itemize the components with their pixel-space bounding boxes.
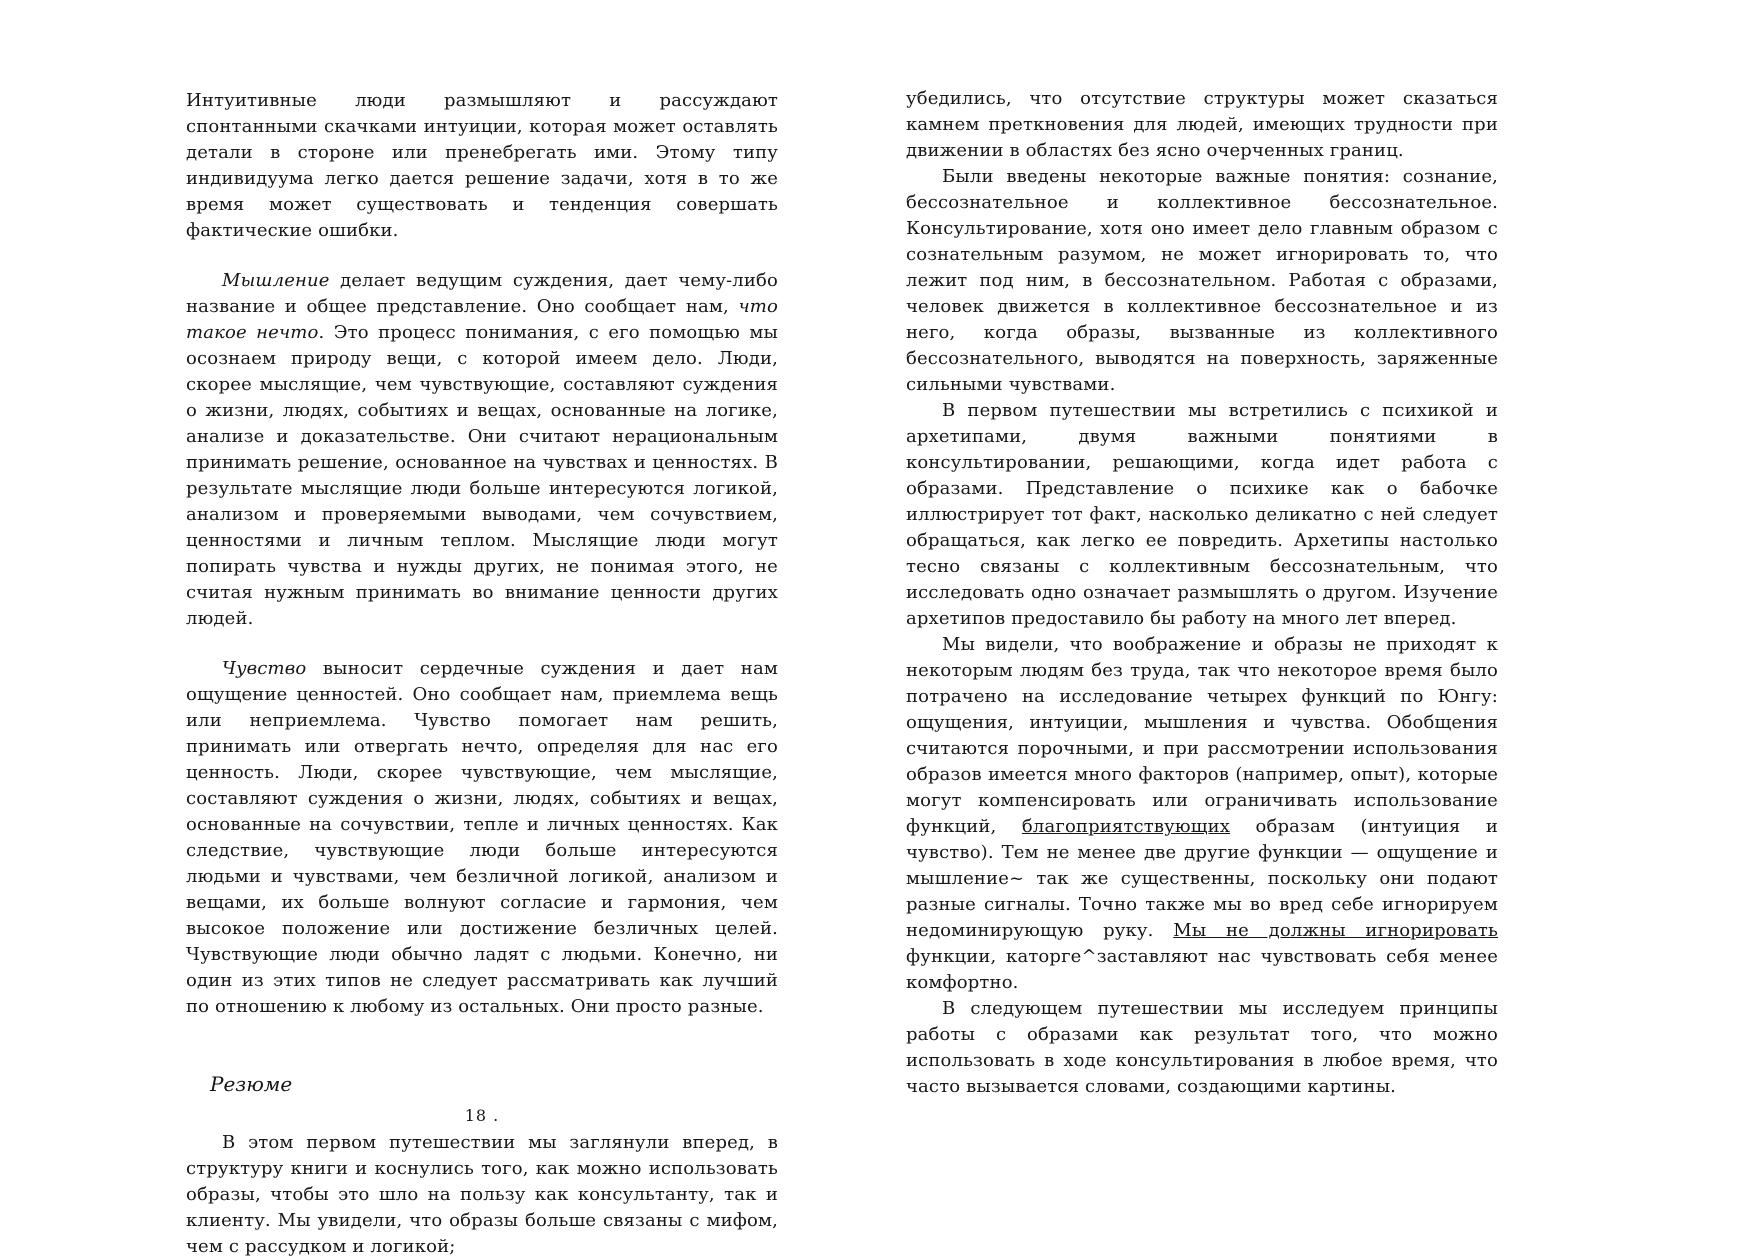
text-run: Мы не должны игнорировать <box>1173 920 1498 941</box>
right-page <box>906 86 1498 1100</box>
paragraph <box>906 632 1498 996</box>
left-page <box>186 88 778 1260</box>
page-number: 18 . <box>464 1106 500 1125</box>
paragraph <box>186 88 778 244</box>
text-run: благоприятствующих <box>1021 816 1231 837</box>
text-run: Чувство <box>222 658 307 679</box>
text-run: делает ведущим суждения, дает чему-либо название и общее представление. Оно сообщает нам, <box>186 270 778 317</box>
text-run: выносит сердечные суждения и дает нам ощущение ценностей. Оно сообщает нам, приемлема вещь или неприемлема. Чувство помогает нам решить, принимать или отвергать нечто, определяя для нас его ценность. Люди, скорее чувствующие, чем мыслящие, составляют суждения о жизни, людях, событиях и вещах, основанные на сочувствии, тепле и личных ценностях. Как следствие, чувствующие люди больше интересуются людьми и чувствами, чем безличной логикой, анализом и вещами, их больше волнуют согласие и гармония, чем высокое положение или достижение безличных целей. Чувствующие люди обычно ладят с людьми. Конечно, ни один из этих типов не следует рассматривать как лучший по отношению к любому из остальных. Они просто разные. <box>186 658 778 1017</box>
text-run: убедились, что отсутствие структуры может сказаться камнем преткновения для людей, имеющих трудности при движении в областях без ясно очерченных границ. <box>906 88 1498 161</box>
text-run: что такое нечто <box>186 296 778 343</box>
paragraph <box>906 164 1498 398</box>
text-run: . Это процесс понимания, с его помощью мы осознаем природу вещи, с которой имеем дело. Люди, скорее мыслящие, чем чувствующие, составляют суждения о жизни, людях, событиях и вещах, основанные на логике, анализе и доказательстве. Они считают нерациональным принимать решение, основанное на чувствах и ценностях. В результате мыслящие люди больше интересуются логикой, анализом и проверяемыми выводами, чем сочувствием, ценностями и личным теплом. Мыслящие люди могут попирать чувства и нужды других, не понимая этого, не считая нужным принимать во внимание ценности других людей. <box>186 322 778 629</box>
text-run: функции, каторге^заставляют нас чувствовать себя менее комфортно. <box>906 946 1498 993</box>
text-run: В первом путешествии мы встретились с психикой и архетипами, двумя важными понятиями в консультировании, решающими, когда идет работа с образами. Представление о психике как о бабочке иллюстрирует тот факт, насколько деликатно с ней следует обращаться, как легко ее повредить. Архетипы настолько тесно связаны с коллективным бессознательным, что исследовать одно означает размышлять о другом. Изучение архетипов предоставило бы работу на много лет вперед. <box>906 400 1498 629</box>
text-run: Интуитивные люди размышляют и рассуждают спонтанными скачками интуиции, которая может оставлять детали в стороне или пренебрегать ими. Этому типу индивидуума легко дается решение задачи, хотя в то же время может существовать и тенденция совершать фактические ошибки. <box>186 90 778 241</box>
paragraph <box>906 996 1498 1100</box>
text-run: Мы видели, что воображение и образы не приходят к некоторым людям без труда, так что некоторое время было потрачено на исследование четырех функций по Юнгу: ощущения, интуиции, мышления и чувства. Обобщения считаются порочными, и при рассмотрении использования образов имеется много факторов (например, опыт), которые могут компенсировать или ограничивать использование функций, <box>906 634 1498 837</box>
text-run: В следующем путешествии мы исследуем принципы работы с образами как результат того, что можно использовать в ходе консультирования в любое время, что часто вызывается словами, создающими картины. <box>906 998 1498 1097</box>
paragraph <box>186 268 778 632</box>
text-run: образам (интуиция и чувство). Тем не менее две другие функции — ощущение и мышление~ так же существенны, поскольку они подают разные сигналы. Точно также мы во вред себе игнорируем недоминирующую руку. <box>906 816 1498 941</box>
text-run: Мышление <box>222 270 330 291</box>
section-heading: Резюме <box>210 1072 293 1096</box>
paragraph <box>186 1130 778 1260</box>
text-run: В этом первом путешествии мы заглянули вперед, в структуру книги и коснулись того, как можно использовать образы, чтобы это шло на пользу как консультанту, так и клиенту. Мы увидели, что образы больше связаны с мифом, чем с рассудком и логикой; <box>186 1132 778 1257</box>
paragraph <box>906 86 1498 164</box>
text-run: Были введены некоторые важные понятия: сознание, бессознательное и коллективное бессознательное. Консультирование, хотя оно имеет дело главным образом с сознательным разумом, не может игнорировать то, что лежит под ним, в бессознательном. Работая с образами, человек движется в коллективное бессознательное и из него, когда образы, вызванные из коллективного бессознательного, выводятся на поверхность, заряженные сильными чувствами. <box>906 166 1498 395</box>
paragraph <box>906 398 1498 632</box>
paragraph <box>186 656 778 1020</box>
